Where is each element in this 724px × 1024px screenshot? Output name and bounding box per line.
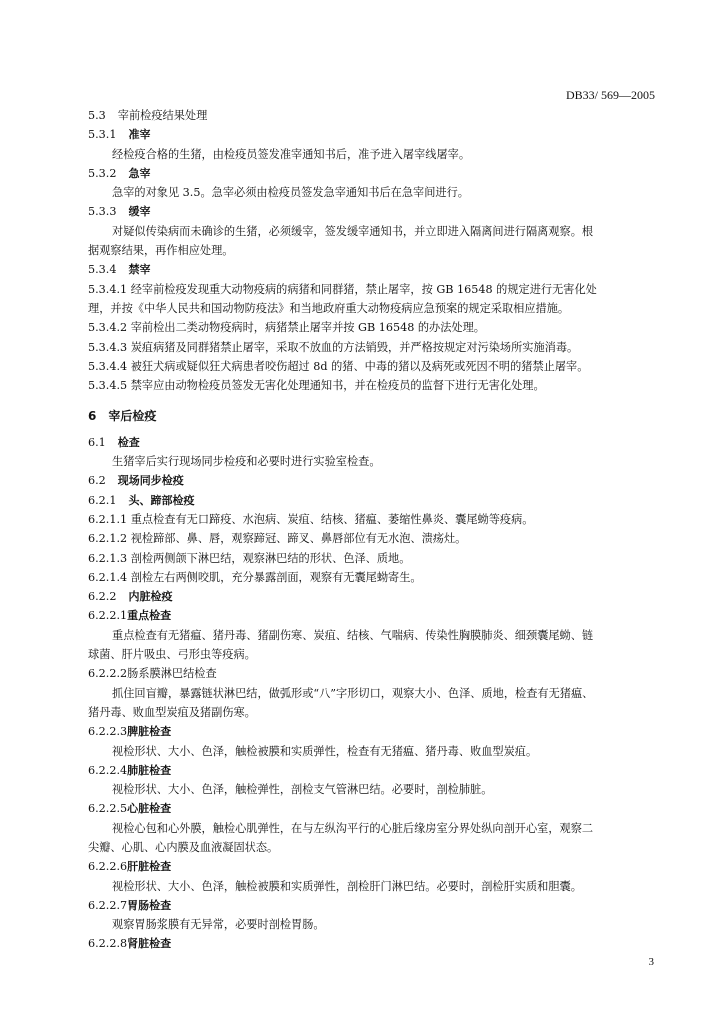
clause-title: 内脏检疫	[128, 590, 173, 604]
clause-title: 准宰	[128, 128, 151, 142]
clause-heading	[88, 433, 660, 452]
clause-heading	[88, 857, 660, 876]
paragraph-line: 生猪宰后实行现场同步检疫和必要时进行实验室检查。	[112, 455, 381, 469]
clause-title: 肾脏检查	[127, 937, 172, 951]
clause-number: 6.2.2.8	[88, 937, 128, 951]
section-heading	[88, 407, 660, 426]
clause-heading	[88, 491, 660, 510]
paragraph-line: 经检疫合格的生猪，由检疫员签发准宰通知书后，准予进入屠宰线屠宰。	[112, 147, 471, 161]
paragraph-continuation: 猪丹毒、败血型炭疽及猪副伤寒。	[88, 705, 256, 719]
clause-heading	[88, 202, 660, 221]
clause-title: 宰前检疫结果处理	[117, 109, 208, 122]
paragraph-continuation: 尖瓣、心肌、心内膜及血液凝固状态。	[88, 840, 279, 854]
clause-heading	[88, 896, 660, 915]
clause-number: 5.3	[88, 109, 106, 122]
clause-number: 6.2.1	[88, 493, 117, 507]
clause-heading	[88, 106, 660, 125]
paragraph-line: 视检形状、大小、色泽，触检被膜和实质弹性，检查有无猪瘟、猪丹毒、败血型炭疽。	[112, 744, 538, 758]
clause-heading	[88, 799, 660, 818]
clause-heading	[88, 164, 660, 183]
clause-title: 重点检查	[127, 609, 172, 623]
clause-heading	[88, 587, 660, 606]
clause-number: 6.2	[88, 474, 106, 488]
clause-heading	[88, 260, 660, 279]
clause-title: 急宰	[128, 166, 151, 180]
clause-heading	[88, 606, 660, 625]
clause-number: 5.3.2	[88, 166, 117, 180]
paragraph-continuation: 6.2.1.4 剖检左右两侧咬肌，充分暴露剖面，观察有无囊尾蚴寄生。	[88, 570, 422, 584]
clause-number: 6.2.2.1	[88, 609, 128, 623]
clause-number: 6.2.2.7	[88, 898, 128, 912]
paragraph-continuation: 5.3.4.1 经宰前检疫发现重大动物疫病的病猪和同群猪，禁止屠宰，按 GB 16548 的规定进行无害化处	[88, 282, 597, 296]
paragraph-continuation: 理，并按《中华人民共和国动物防疫法》和当地政府重大动物疫病应急预案的规定采取相应措施。	[88, 301, 570, 315]
paragraph-line: 急宰的对象见 3.5。急宰必须由检疫员签发急宰通知书后在急宰间进行。	[112, 186, 469, 200]
paragraph-line: 视检心包和心外膜，触检心肌弹性，在与左纵沟平行的心脏后缘房室分界处纵向剖开心室，观察二	[112, 821, 594, 835]
clause-title: 心脏检查	[127, 802, 172, 816]
clause-number: 6	[88, 409, 97, 424]
paragraph-continuation: 球菌、肝片吸虫、弓形虫等疫病。	[88, 648, 256, 662]
clause-title: 缓宰	[128, 205, 151, 219]
clause-heading	[88, 125, 660, 144]
clause-title: 禁宰	[128, 263, 151, 277]
clause-heading	[88, 664, 660, 683]
clause-number: 6.1	[88, 435, 106, 449]
paragraph-line: 对疑似传染病而未确诊的生猪，必须缓宰，签发缓宰通知书，并立即进入隔离间进行隔离观察。根	[112, 224, 594, 238]
paragraph-continuation: 6.2.1.1 重点检查有无口蹄疫、水泡病、炭疽、结核、猪瘟、萎缩性鼻炎、囊尾蚴等疫病。	[88, 512, 534, 526]
paragraph-line: 视检形状、大小、色泽，触检被膜和实质弹性，剖检肝门淋巴结。必要时，剖检肝实质和胆囊。	[112, 879, 582, 893]
paragraph-line: 抓住回盲瓣，暴露链状淋巴结，做弧形或“八”字形切口，观察大小、色泽、质地，检查有无猪瘟、	[112, 686, 594, 700]
clause-title: 肝脏检查	[127, 860, 172, 874]
clause-number: 5.3.3	[88, 205, 117, 219]
clause-title: 肠系膜淋巴结检查	[127, 667, 217, 681]
clause-heading	[88, 761, 660, 780]
paragraph-line: 视检形状、大小、色泽，触检弹性，剖检支气管淋巴结。必要时，剖检肺脏。	[112, 783, 493, 797]
clause-number: 6.2.2	[88, 590, 117, 604]
clause-title: 脾脏检查	[127, 725, 172, 739]
clause-heading	[88, 471, 660, 490]
section-gap	[88, 395, 660, 407]
clause-title: 检查	[117, 435, 140, 449]
clause-number: 6.2.2.4	[88, 763, 128, 777]
paragraph-continuation: 5.3.4.2 宰前检出二类动物疫病时，病猪禁止屠宰并按 GB 16548 的办法处理。	[88, 321, 485, 335]
clause-title: 现场同步检疫	[117, 474, 184, 488]
clause-number: 6.2.2.2	[88, 667, 128, 681]
clause-title: 肺脏检查	[127, 763, 172, 777]
clause-title: 头、蹄部检疫	[128, 493, 195, 507]
paragraph-continuation: 5.3.4.4 被狂犬病或疑似狂犬病患者咬伤超过 8d 的猪、中毒的猪以及病死或死因不明的猪禁止屠宰。	[88, 359, 589, 373]
clause-title: 胃肠检查	[127, 898, 172, 912]
page-number: 3	[648, 956, 654, 968]
paragraph-line: 重点检查有无猪瘟、猪丹毒、猪副伤寒、炭疽、结核、气喘病、传染性胸膜肺炎、细颈囊尾蚴、链	[112, 628, 594, 642]
clause-number: 6.2.2.6	[88, 860, 128, 874]
paragraph-continuation: 5.3.4.5 禁宰应由动物检疫员签发无害化处理通知书，并在检疫员的监督下进行无害化处理。	[88, 379, 545, 393]
document-body	[88, 106, 660, 954]
clause-heading	[88, 934, 660, 953]
clause-heading	[88, 722, 660, 741]
standard-code: DB33/ 569—2005	[565, 88, 655, 102]
paragraph-continuation: 5.3.4.3 炭疽病猪及同群猪禁止屠宰，采取不放血的方法销毁，并严格按规定对污染场所实施消毒。	[88, 340, 579, 354]
paragraph-continuation: 6.2.1.2 视检蹄部、鼻、唇，观察蹄冠、蹄叉、鼻唇部位有无水泡、溃疡灶。	[88, 532, 467, 546]
clause-number: 5.3.1	[88, 128, 117, 142]
clause-number: 6.2.2.3	[88, 725, 128, 739]
clause-title: 宰后检疫	[108, 409, 157, 424]
clause-number: 5.3.4	[88, 263, 117, 277]
clause-number: 6.2.2.5	[88, 802, 128, 816]
paragraph-line: 观察胃肠浆膜有无异常，必要时剖检胃肠。	[112, 918, 325, 932]
paragraph-continuation: 6.2.1.3 剖检两侧颌下淋巴结，观察淋巴结的形状、色泽、质地。	[88, 551, 411, 565]
paragraph-continuation: 据观察结果，再作相应处理。	[88, 244, 234, 258]
